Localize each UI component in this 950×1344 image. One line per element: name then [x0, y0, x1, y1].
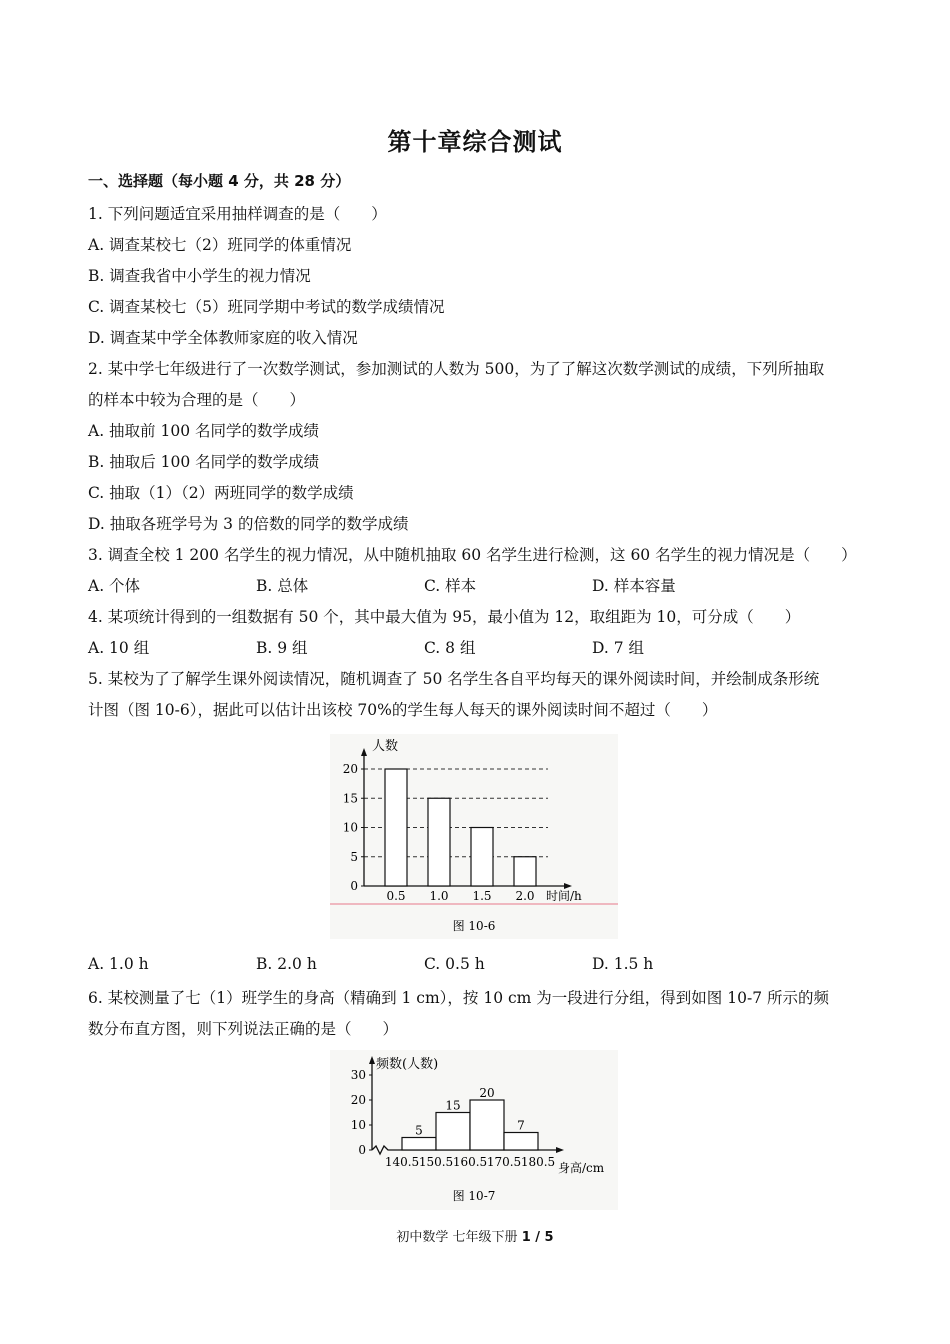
q2-option-a: A. 抽取前 100 名同学的数学成绩	[88, 422, 319, 440]
q2-option-d: D. 抽取各班学号为 3 的倍数的同学的数学成绩	[88, 515, 409, 533]
q5-option-b: B. 2.0 h	[256, 955, 317, 973]
q5-option-d: D. 1.5 h	[592, 955, 654, 973]
figure-caption: 图 10-6	[452, 919, 496, 933]
y-tick-label: 20	[350, 1093, 366, 1107]
q1-option-c: C. 调查某校七（5）班同学期中考试的数学成绩情况	[88, 298, 445, 316]
q4-option-c: C. 8 组	[424, 639, 476, 657]
x-tick-label: 160.5	[452, 1155, 488, 1169]
q3-option-a: A. 个体	[88, 577, 141, 595]
q4-option-d: D. 7 组	[592, 639, 645, 657]
x-tick-label: 1.0	[429, 889, 449, 903]
y-axis-label: 人数	[372, 739, 399, 754]
section-heading: 一、选择题（每小题 4 分，共 28 分）	[88, 172, 351, 190]
q4-option-b: B. 9 组	[256, 639, 308, 657]
bar	[428, 798, 450, 886]
x-tick-label: 0.5	[386, 889, 406, 903]
x-axis-label: 身高/cm	[558, 1161, 605, 1175]
histogram-bar	[470, 1100, 504, 1150]
q5-options	[88, 955, 768, 973]
q6-stem-line1: 6. 某校测量了七（1）班学生的身高（精确到 1 cm），按 10 cm 为一段进行分组，得到如图 10-7 所示的频	[88, 989, 829, 1007]
y-tick-label: 10	[350, 1118, 366, 1132]
q5-stem-line1: 5. 某校为了了解学生课外阅读情况，随机调查了 50 名学生各自平均每天的课外阅读时间，并绘制成条形统	[88, 670, 820, 688]
x-axis-arrow	[556, 1147, 564, 1153]
q2-option-c: C. 抽取（1）（2）两班同学的数学成绩	[88, 484, 354, 502]
x-tick-label: 1.5	[472, 889, 492, 903]
bar	[471, 828, 493, 887]
q4-options	[88, 636, 768, 658]
y-tick-label: 30	[350, 1068, 366, 1082]
page-footer	[0, 1226, 950, 1245]
q3-option-c: C. 样本	[424, 577, 477, 595]
figure-10-6	[330, 734, 618, 939]
q5-option-c: C. 0.5 h	[424, 955, 485, 973]
x-axis-label: 时间/h	[546, 889, 582, 903]
q5-option-a: A. 1.0 h	[88, 955, 149, 973]
q1-option-d: D. 调查某中学全体教师家庭的收入情况	[88, 329, 358, 347]
y-tick-label: 10	[342, 820, 358, 835]
q3-stem: 3. 调查全校 1 200 名学生的视力情况，从中随机抽取 60 名学生进行检测，这 60 名学生的视力情况是（ ）	[88, 546, 857, 564]
y-axis-arrow	[369, 1056, 375, 1064]
q4-stem: 4. 某项统计得到的一组数据有 50 个，其中最大值为 95，最小值为 12，取组距为 10，可分成（ ）	[88, 608, 801, 626]
page-title: 第十章综合测试	[387, 127, 563, 156]
figure-10-7	[330, 1050, 618, 1210]
footer-text: 初中数学 七年级下册	[396, 1230, 522, 1245]
bar	[514, 857, 536, 886]
q3-options	[88, 574, 768, 596]
bar-chart-10-6	[330, 734, 618, 939]
bar-value-label: 5	[415, 1123, 423, 1138]
bar	[385, 769, 407, 886]
y-tick-label: 0	[350, 879, 358, 893]
bar-value-label: 20	[479, 1086, 495, 1100]
page-number: 1 / 5	[521, 1230, 554, 1245]
histogram-10-7	[330, 1050, 618, 1210]
histogram-bar	[504, 1133, 538, 1151]
q5-stem-line2: 计图（图 10-6），据此可以估计出该校 70%的学生每人每天的课外阅读时间不超过（ ）	[88, 701, 718, 719]
x-tick-label: 180.5	[520, 1155, 556, 1169]
q3-option-d: D. 样本容量	[592, 577, 676, 595]
q1-option-b: B. 调查我省中小学生的视力情况	[88, 267, 311, 285]
x-tick-label: 2.0	[515, 889, 535, 903]
q4-option-a: A. 10 组	[88, 639, 150, 657]
q6-stem-line2: 数分布直方图，则下列说法正确的是（ ）	[88, 1020, 399, 1038]
bar-value-label: 7	[517, 1118, 525, 1133]
figure-caption: 图 10-7	[452, 1189, 496, 1203]
y-tick-label: 15	[342, 791, 358, 806]
q1-stem: 1. 下列问题适宜采用抽样调查的是（ ）	[88, 205, 387, 223]
q2-stem-line2: 的样本中较为合理的是（ ）	[88, 391, 306, 409]
q2-stem-line1: 2. 某中学七年级进行了一次数学测试，参加测试的人数为 500，为了了解这次数学测试的成绩，下列所抽取	[88, 360, 825, 378]
y-axis-label: 频数(人数)	[376, 1057, 439, 1072]
q3-option-b: B. 总体	[256, 577, 309, 595]
bar-value-label: 15	[445, 1098, 461, 1113]
y-axis-arrow	[361, 748, 367, 756]
histogram-bar	[402, 1138, 436, 1151]
x-tick-label: 150.5	[418, 1155, 454, 1169]
q2-option-b: B. 抽取后 100 名同学的数学成绩	[88, 453, 320, 471]
x-tick-label: 170.5	[486, 1155, 522, 1169]
x-tick-label: 140.5	[384, 1155, 420, 1169]
q1-option-a: A. 调查某校七（2）班同学的体重情况	[88, 236, 352, 254]
y-tick-label: 5	[350, 849, 358, 864]
histogram-bar	[436, 1113, 470, 1151]
y-tick-label: 0	[358, 1143, 366, 1157]
y-tick-label: 20	[342, 762, 358, 776]
